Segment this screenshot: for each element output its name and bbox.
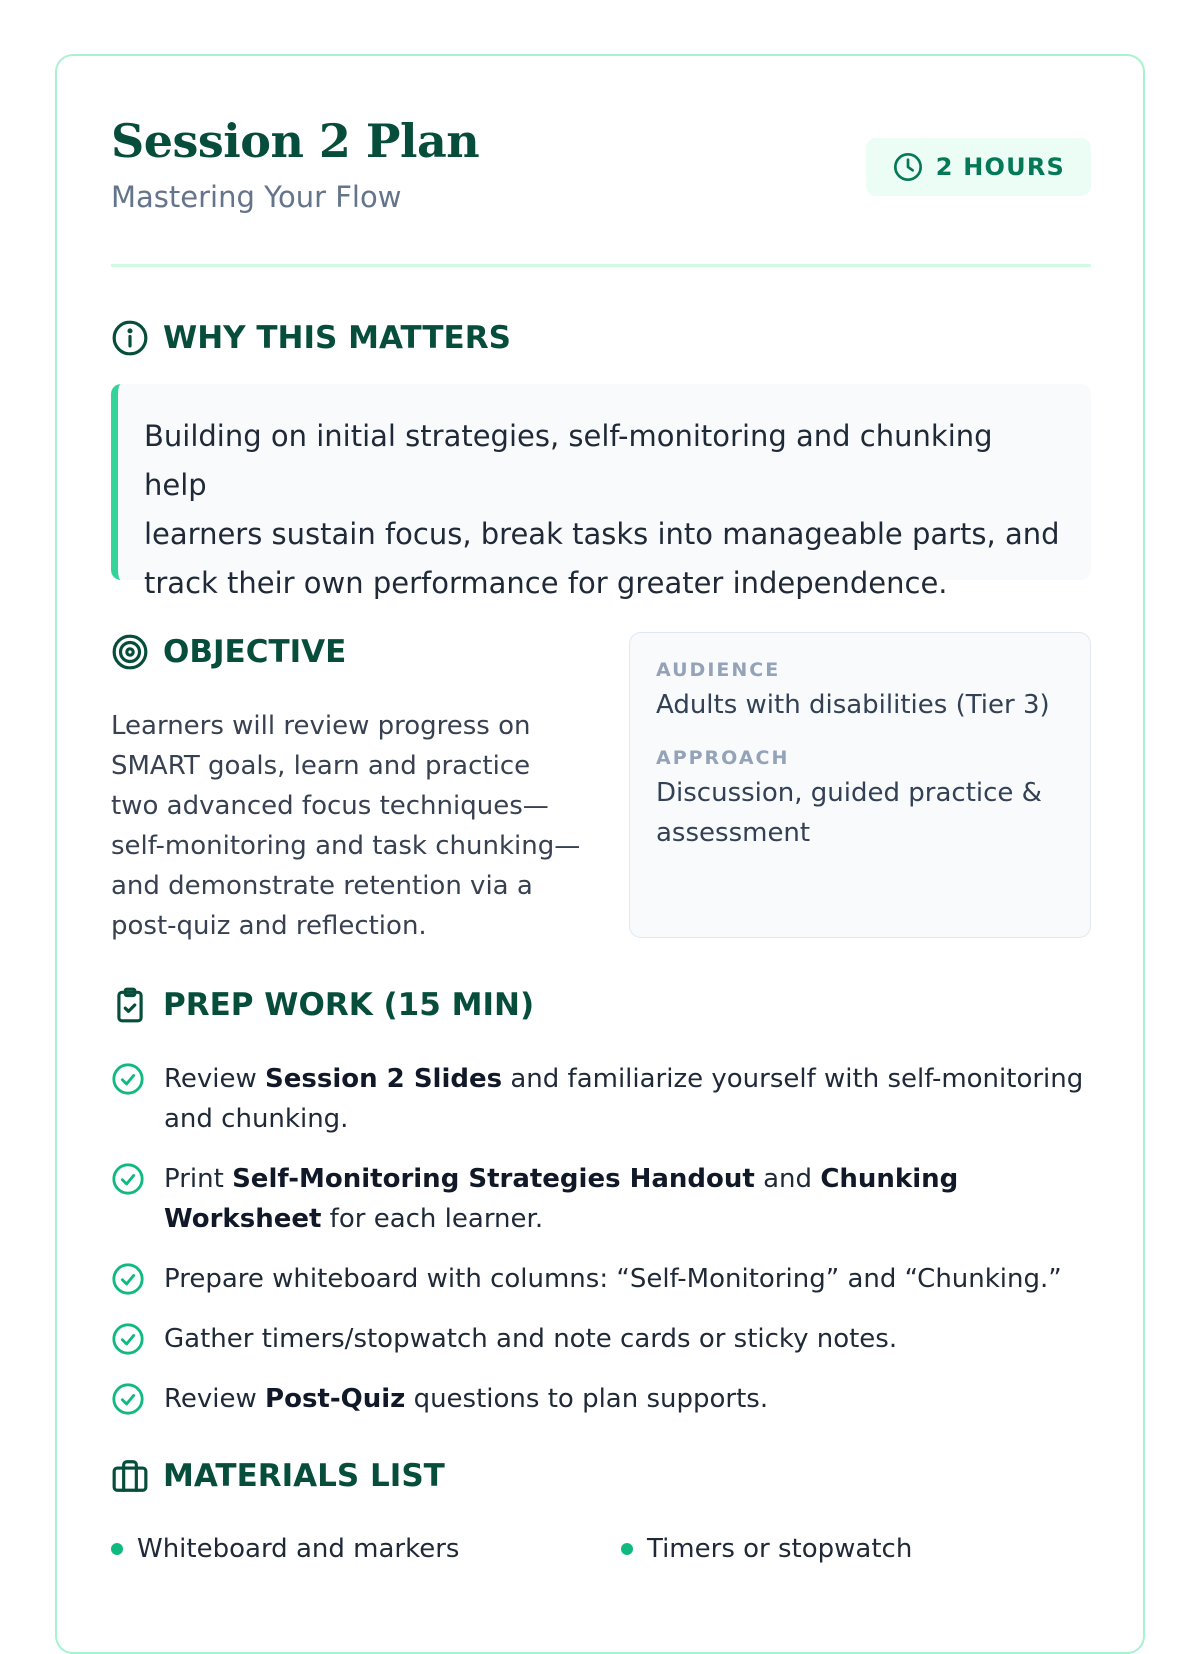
audience-value: Adults with disabilities (Tier 3): [656, 690, 1050, 720]
material-label: Whiteboard and markers: [137, 1534, 460, 1564]
duration-label: 2 HOURS: [935, 153, 1065, 181]
approach-line: Discussion, guided practice &: [656, 778, 1042, 808]
objective-line: Learners will review progress on: [111, 711, 531, 741]
objective-text: [111, 706, 581, 946]
bullet-dot: [111, 1543, 123, 1555]
prep-heading: [111, 986, 534, 1024]
objective-line: SMART goals, learn and practice: [111, 751, 531, 781]
info-icon: [111, 319, 149, 357]
why-line: learners sustain focus, break tasks into manageable parts, and: [144, 517, 1060, 551]
check-circle-icon: [111, 1322, 145, 1356]
objective-heading: [111, 633, 346, 671]
list-item: [111, 1534, 459, 1564]
clipboard-check-icon: [111, 986, 149, 1024]
list-item: [111, 1159, 1091, 1239]
why-line: Building on initial strategies, self-monitoring and chunking help: [144, 419, 993, 502]
approach-value: [656, 773, 1064, 853]
target-icon: [111, 633, 149, 671]
objective-line: and demonstrate retention via a: [111, 871, 533, 901]
prep-item-text: Review Session 2 Slides and familiarize yourself with self-monitoring and chunking.: [164, 1064, 1084, 1134]
materials-heading: [111, 1457, 445, 1495]
prep-item-text: Print Self-Monitoring Strategies Handout and Chunking Worksheet for each learner.: [164, 1164, 959, 1234]
audience-label: AUDIENCE: [656, 659, 781, 681]
bullet-dot: [621, 1543, 633, 1555]
list-item: [111, 1319, 1091, 1359]
why-line: track their own performance for greater independence.: [144, 566, 948, 600]
prep-item-text: Review Post-Quiz questions to plan supports.: [164, 1384, 769, 1414]
objective-line: post-quiz and reflection.: [111, 911, 427, 941]
check-circle-icon: [111, 1162, 145, 1196]
list-item: [111, 1259, 1091, 1299]
page-subtitle: Mastering Your Flow: [111, 180, 402, 214]
prep-list: [111, 1059, 1091, 1439]
briefcase-icon: [111, 1457, 149, 1495]
prep-heading-label: PREP WORK (15 MIN): [163, 987, 535, 1023]
duration-badge: [866, 138, 1091, 196]
why-heading-label: WHY THIS MATTERS: [163, 320, 511, 356]
prep-item-text: Gather timers/stopwatch and note cards or sticky notes.: [164, 1324, 898, 1354]
objective-line: two advanced focus techniques—: [111, 791, 549, 821]
why-heading: [111, 319, 511, 357]
list-item: [621, 1534, 912, 1564]
page-title: Session 2 Plan: [111, 114, 480, 168]
session-plan-card: [55, 54, 1145, 1654]
material-label: Timers or stopwatch: [647, 1534, 913, 1564]
approach-line: assessment: [656, 818, 811, 848]
check-circle-icon: [111, 1262, 145, 1296]
prep-item-text: Prepare whiteboard with columns: “Self-Monitoring” and “Chunking.”: [164, 1264, 1062, 1294]
objective-line: self-monitoring and task chunking—: [111, 831, 581, 861]
approach-label: APPROACH: [656, 747, 790, 769]
meta-info-box: [629, 632, 1091, 938]
objective-heading-label: OBJECTIVE: [163, 634, 347, 670]
list-item: [111, 1379, 1091, 1419]
header-divider: [111, 264, 1091, 267]
why-callout: [111, 384, 1091, 600]
list-item: [111, 1059, 1091, 1139]
materials-heading-label: MATERIALS LIST: [163, 1458, 445, 1494]
check-circle-icon: [111, 1382, 145, 1416]
clock-icon: [892, 151, 924, 183]
check-circle-icon: [111, 1062, 145, 1096]
